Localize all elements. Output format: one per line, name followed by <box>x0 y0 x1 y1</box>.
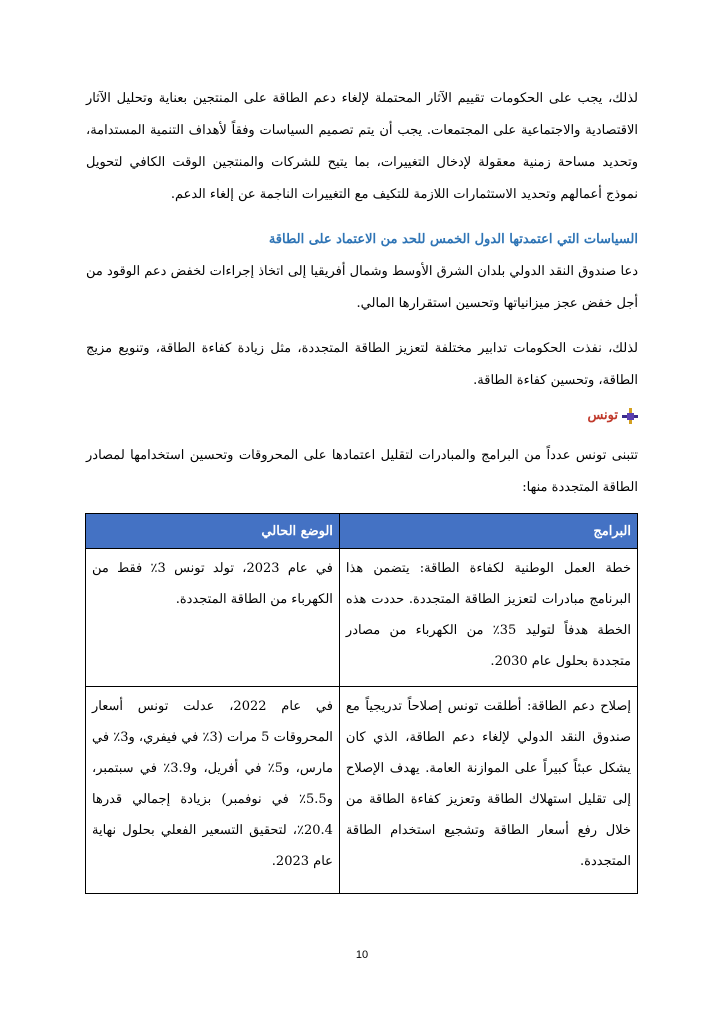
table-row <box>86 549 638 687</box>
intro-paragraph: لذلك، يجب على الحكومات تقييم الآثار المحتملة لإلغاء دعم الطاقة على المنتجين بعناية وتحليل الآثار الاقتصادية والاجتماعية على المجتمعات. يجب أن يتم تصميم السياسات وفقاً لأهداف التنمية المستدامة، وتحديد مساحة زمنية معقولة لإدخال التغييرات، بما يتيح للشركات والمنتجين الوقت الكافي لتحويل نموذج أعمالهم وتحديد الاستثمارات اللازمة للتكيف مع التغييرات الناجمة عن إلغاء الدعم. <box>86 91 638 202</box>
status-cell: في عام 2022، عدلت تونس أسعار المحروقات 5 مرات (3٪ في فيفري، و3٪ في مارس، و5٪ في أفريل، و3.9٪ في سبتمبر، و5.5٪ في نوفمبر) بزيادة إجمالي قدرها 20.4٪، لتحقيق التسعير الفعلي بحلول نهاية عام 2023. <box>86 687 340 894</box>
imf-paragraph: دعا صندوق النقد الدولي بلدان الشرق الأوسط وشمال أفريقيا إلى اتخاذ إجراءات لخفض دعم الوقود من أجل خفض عجز ميزانياتها وتحسين استقرارها المالي. <box>86 264 638 311</box>
program-cell: إصلاح دعم الطاقة: أطلقت تونس إصلاحاً تدريجياً مع صندوق النقد الدولي لإلغاء دعم الطاقة، الذي كان يشكل عبئاً كبيراً على الموازنة العامة. يهدف الإصلاح إلى تقليل استهلاك الطاقة وتعزيز كفاءة الطاقة من خلال رفع أسعار الطاقة وتشجيع استخدام الطاقة المتجددة. <box>339 687 637 894</box>
star-bullet-icon <box>622 408 638 424</box>
country-subheading <box>587 403 638 429</box>
table-row <box>86 687 638 894</box>
table-header-row <box>86 514 638 549</box>
header-programs: البرامج <box>339 514 637 549</box>
section-heading: السياسات التي اعتمدتها الدول الخمس للحد من الاعتماد على الطاقة <box>268 232 638 247</box>
header-status: الوضع الحالي <box>86 514 340 549</box>
measures-paragraph: لذلك، نفذت الحكومات تدابير مختلفة لتعزيز الطاقة المتجددة، مثل زيادة كفاءة الطاقة، وتنويع مزيج الطاقة، وتحسين كفاءة الطاقة. <box>86 341 638 388</box>
country-label: تونس <box>587 408 618 423</box>
tunisia-intro-paragraph: تتبنى تونس عدداً من البرامج والمبادرات لتقليل اعتمادها على المحروقات وتحسين استخدامها لمصادر الطاقة المتجددة منها: <box>86 448 638 495</box>
program-cell: خطة العمل الوطنية لكفاءة الطاقة: يتضمن هذا البرنامج مبادرات لتعزيز الطاقة المتجددة. حددت هذه الخطة هدفاً لتوليد 35٪ من الكهرباء من مصادر متجددة بحلول عام 2030. <box>339 549 637 687</box>
page-number: 10 <box>355 949 369 961</box>
programs-table <box>85 513 638 894</box>
status-cell: في عام 2023، تولد تونس 3٪ فقط من الكهرباء من الطاقة المتجددة. <box>86 549 340 687</box>
